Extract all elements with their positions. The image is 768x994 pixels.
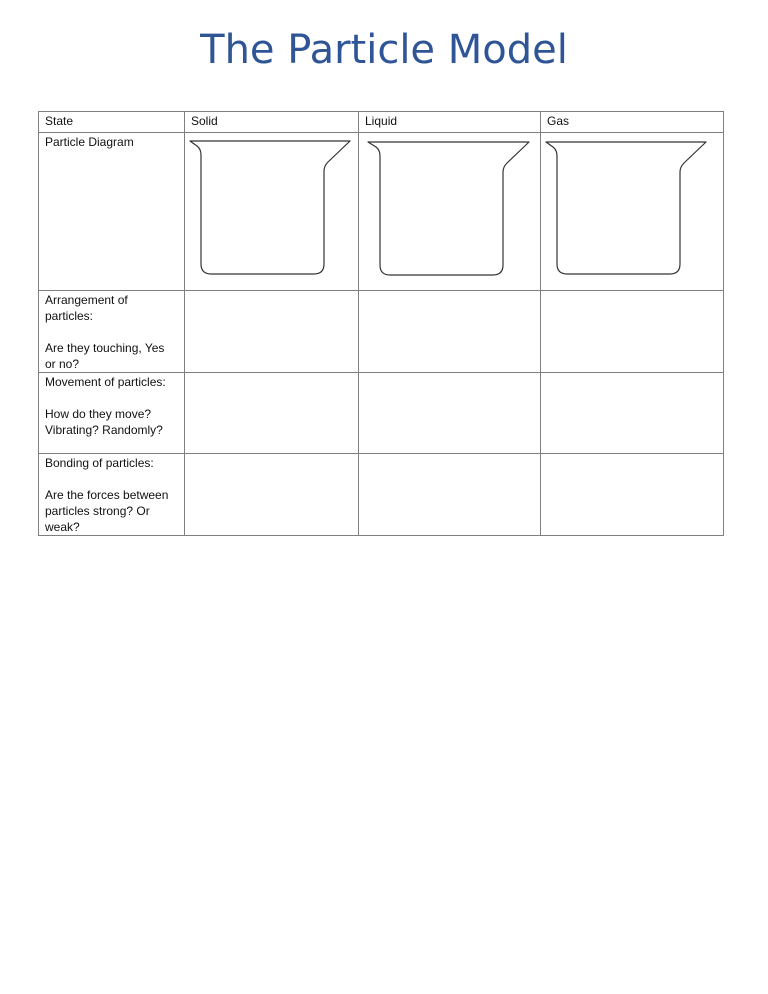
cell-solid-bonding[interactable] <box>185 454 359 536</box>
table-row-particle-diagram <box>39 133 724 291</box>
cell-gas-diagram[interactable] <box>541 133 724 291</box>
cell-solid-movement[interactable] <box>185 373 359 454</box>
page-title: The Particle Model <box>200 27 568 73</box>
arrangement-question: Are they touching, Yes or no? <box>45 341 165 371</box>
arrangement-label: Arrangement of particles: <box>45 293 128 323</box>
particle-model-table <box>38 111 724 536</box>
cell-gas-bonding[interactable] <box>541 454 724 536</box>
beaker-icon <box>541 133 724 290</box>
row-label-movement <box>39 373 185 454</box>
table-row-arrangement <box>39 291 724 373</box>
bonding-label: Bonding of particles: <box>45 456 154 470</box>
cell-gas-arrangement[interactable] <box>541 291 724 373</box>
table-row-bonding <box>39 454 724 536</box>
cell-liquid-bonding[interactable] <box>359 454 541 536</box>
movement-question: How do they move? Vibrating? Randomly? <box>45 407 163 437</box>
cell-liquid-movement[interactable] <box>359 373 541 454</box>
movement-label: Movement of particles: <box>45 375 166 389</box>
header-liquid: Liquid <box>359 112 541 133</box>
row-label-arrangement <box>39 291 185 373</box>
bonding-question: Are the forces between particles strong? Or weak? <box>45 488 169 534</box>
header-state: State <box>39 112 185 133</box>
table-row-movement <box>39 373 724 454</box>
row-label-bonding <box>39 454 185 536</box>
header-solid: Solid <box>185 112 359 133</box>
beaker-icon <box>185 133 359 290</box>
cell-liquid-diagram[interactable] <box>359 133 541 291</box>
row-label-particle-diagram: Particle Diagram <box>39 133 185 291</box>
header-row <box>39 112 724 133</box>
cell-gas-movement[interactable] <box>541 373 724 454</box>
cell-liquid-arrangement[interactable] <box>359 291 541 373</box>
cell-solid-arrangement[interactable] <box>185 291 359 373</box>
header-gas: Gas <box>541 112 724 133</box>
cell-solid-diagram[interactable] <box>185 133 359 291</box>
beaker-icon <box>359 133 541 290</box>
